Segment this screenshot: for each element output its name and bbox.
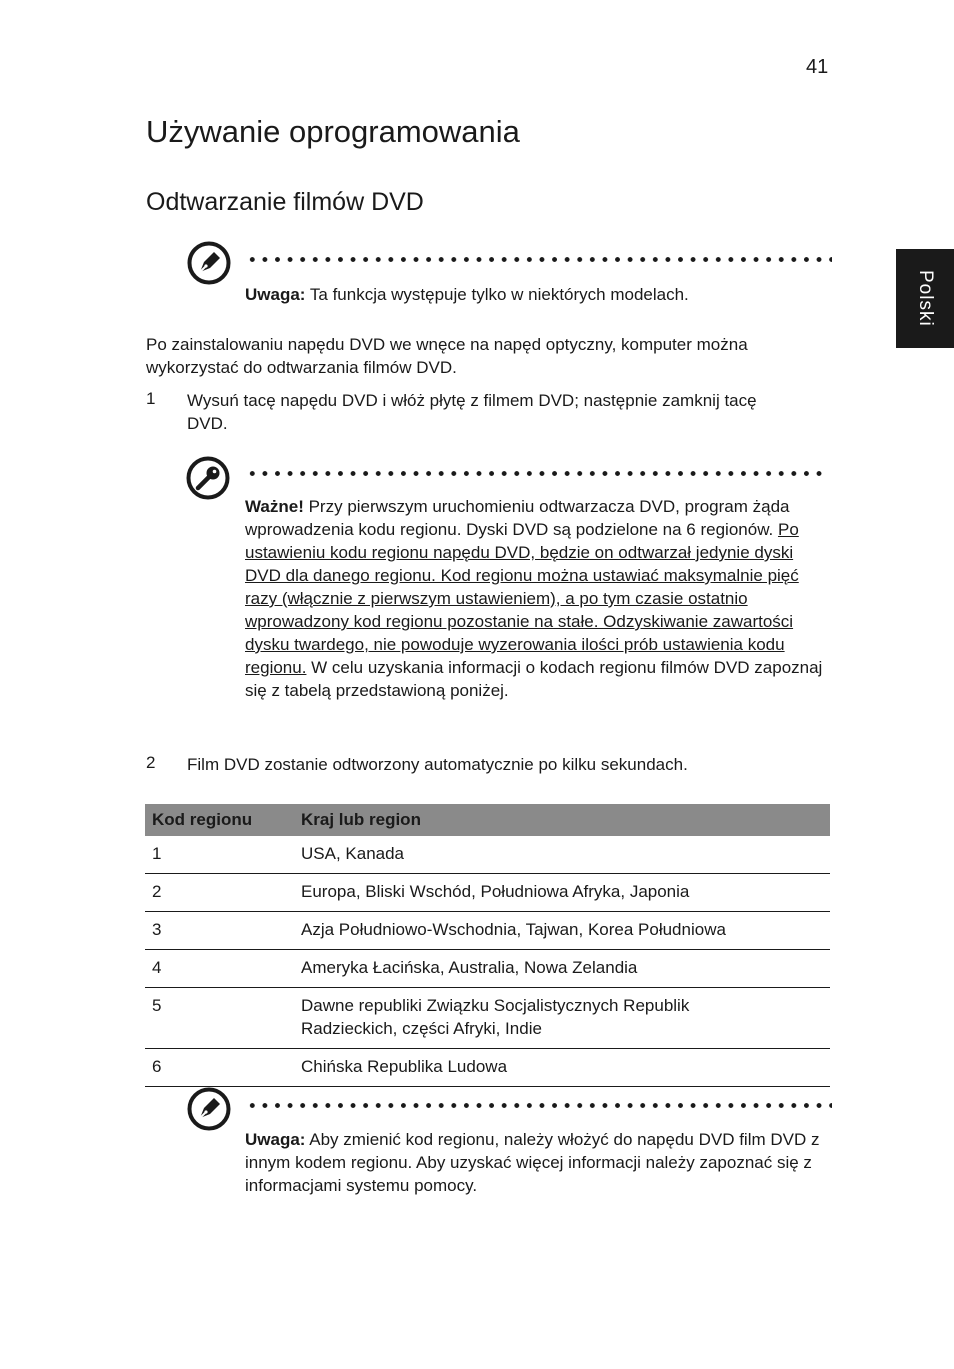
important-block (245, 495, 823, 702)
pen-note-icon (187, 241, 231, 285)
important-separator (246, 471, 828, 476)
page-number: 41 (806, 56, 829, 78)
table-header-row (145, 804, 830, 836)
step-2-text: Film DVD zostanie odtworzony automatycznie po kilku sekundach. (187, 755, 688, 774)
important-text-1: Przy pierwszym uruchomieniu odtwarzacza DVD, program żąda wprowadzenia kodu regionu. Dyski DVD są podzielone na 6 regionów. (245, 497, 790, 539)
region-name-cell: Ameryka Łacińska, Australia, Nowa Zelandia (294, 950, 830, 988)
step-1-number: 1 (146, 389, 156, 408)
note-1-label: Uwaga: (245, 285, 306, 304)
table-row (145, 874, 830, 912)
region-name-cell: Chińska Republika Ludowa (294, 1049, 830, 1087)
table-row (145, 1049, 830, 1087)
region-code-cell: 2 (145, 874, 294, 912)
region-code-cell: 6 (145, 1049, 294, 1087)
step-2-number: 2 (146, 753, 156, 772)
table-row (145, 912, 830, 950)
important-text-2: W celu uzyskania informacji o kodach regionu filmów DVD zapoznaj się z tabelą przedstawioną poniżej. (245, 658, 823, 700)
section-title: Odtwarzanie filmów DVD (146, 188, 424, 216)
important-underlined-text: Po ustawieniu kodu regionu napędu DVD, będzie on odtwarzał jedynie dyski DVD dla danego regionu. Kod regionu można ustawiać maksymalnie pięć razy (włącznie z pierwszym ustawieniem), a po tym czasie ostatnio wprowadzony kod regionu pozostanie na stałe. Odzyskiwanie zawartości dysku twardego, nie powoduje wyzerowania ilości prób ustawienia kodu regionu. (245, 520, 799, 677)
region-code-cell: 1 (145, 836, 294, 874)
intro-paragraph: Po zainstalowaniu napędu DVD we wnęce na napęd optyczny, komputer można wykorzystać do odtwarzania filmów DVD. (146, 335, 748, 377)
note-separator (246, 1103, 832, 1108)
region-code-cell: 3 (145, 912, 294, 950)
table-row (145, 950, 830, 988)
page-title: Używanie oprogramowania (146, 114, 520, 149)
table-row (145, 836, 830, 874)
step-1-text: Wysuń tacę napędu DVD i włóż płytę z filmem DVD; następnie zamknij tacę DVD. (187, 391, 757, 433)
region-code-table (145, 804, 830, 1087)
table-header-code: Kod regionu (145, 804, 294, 836)
region-name-cell: Azja Południowo-Wschodnia, Tajwan, Korea Południowa (294, 912, 830, 950)
pen-note-icon (187, 1087, 231, 1131)
region-name-cell: Dawne republiki Związku Socjalistycznych Republik Radzieckich, części Afryki, Indie (294, 988, 830, 1049)
region-code-cell: 5 (145, 988, 294, 1049)
table-row (145, 988, 830, 1049)
note-2 (245, 1128, 820, 1197)
region-code-cell: 4 (145, 950, 294, 988)
important-label: Ważne! (245, 497, 304, 516)
language-tab-label: Polski (915, 270, 936, 327)
language-tab (896, 249, 954, 348)
note-1 (245, 283, 835, 306)
note-1-text: Ta funkcja występuje tylko w niektórych modelach. (305, 285, 689, 304)
key-important-icon (186, 456, 230, 500)
region-name-cell: Europa, Bliski Wschód, Południowa Afryka, Japonia (294, 874, 830, 912)
note-2-label: Uwaga: (245, 1130, 306, 1149)
region-name-cell: USA, Kanada (294, 836, 830, 874)
note-2-text: Aby zmienić kod regionu, należy włożyć do napędu DVD film DVD z innym kodem regionu. Aby uzyskać więcej informacji należy zapoznać się z informacjami systemu pomocy. (245, 1130, 820, 1195)
table-header-country: Kraj lub region (294, 804, 830, 836)
note-separator (246, 257, 832, 262)
